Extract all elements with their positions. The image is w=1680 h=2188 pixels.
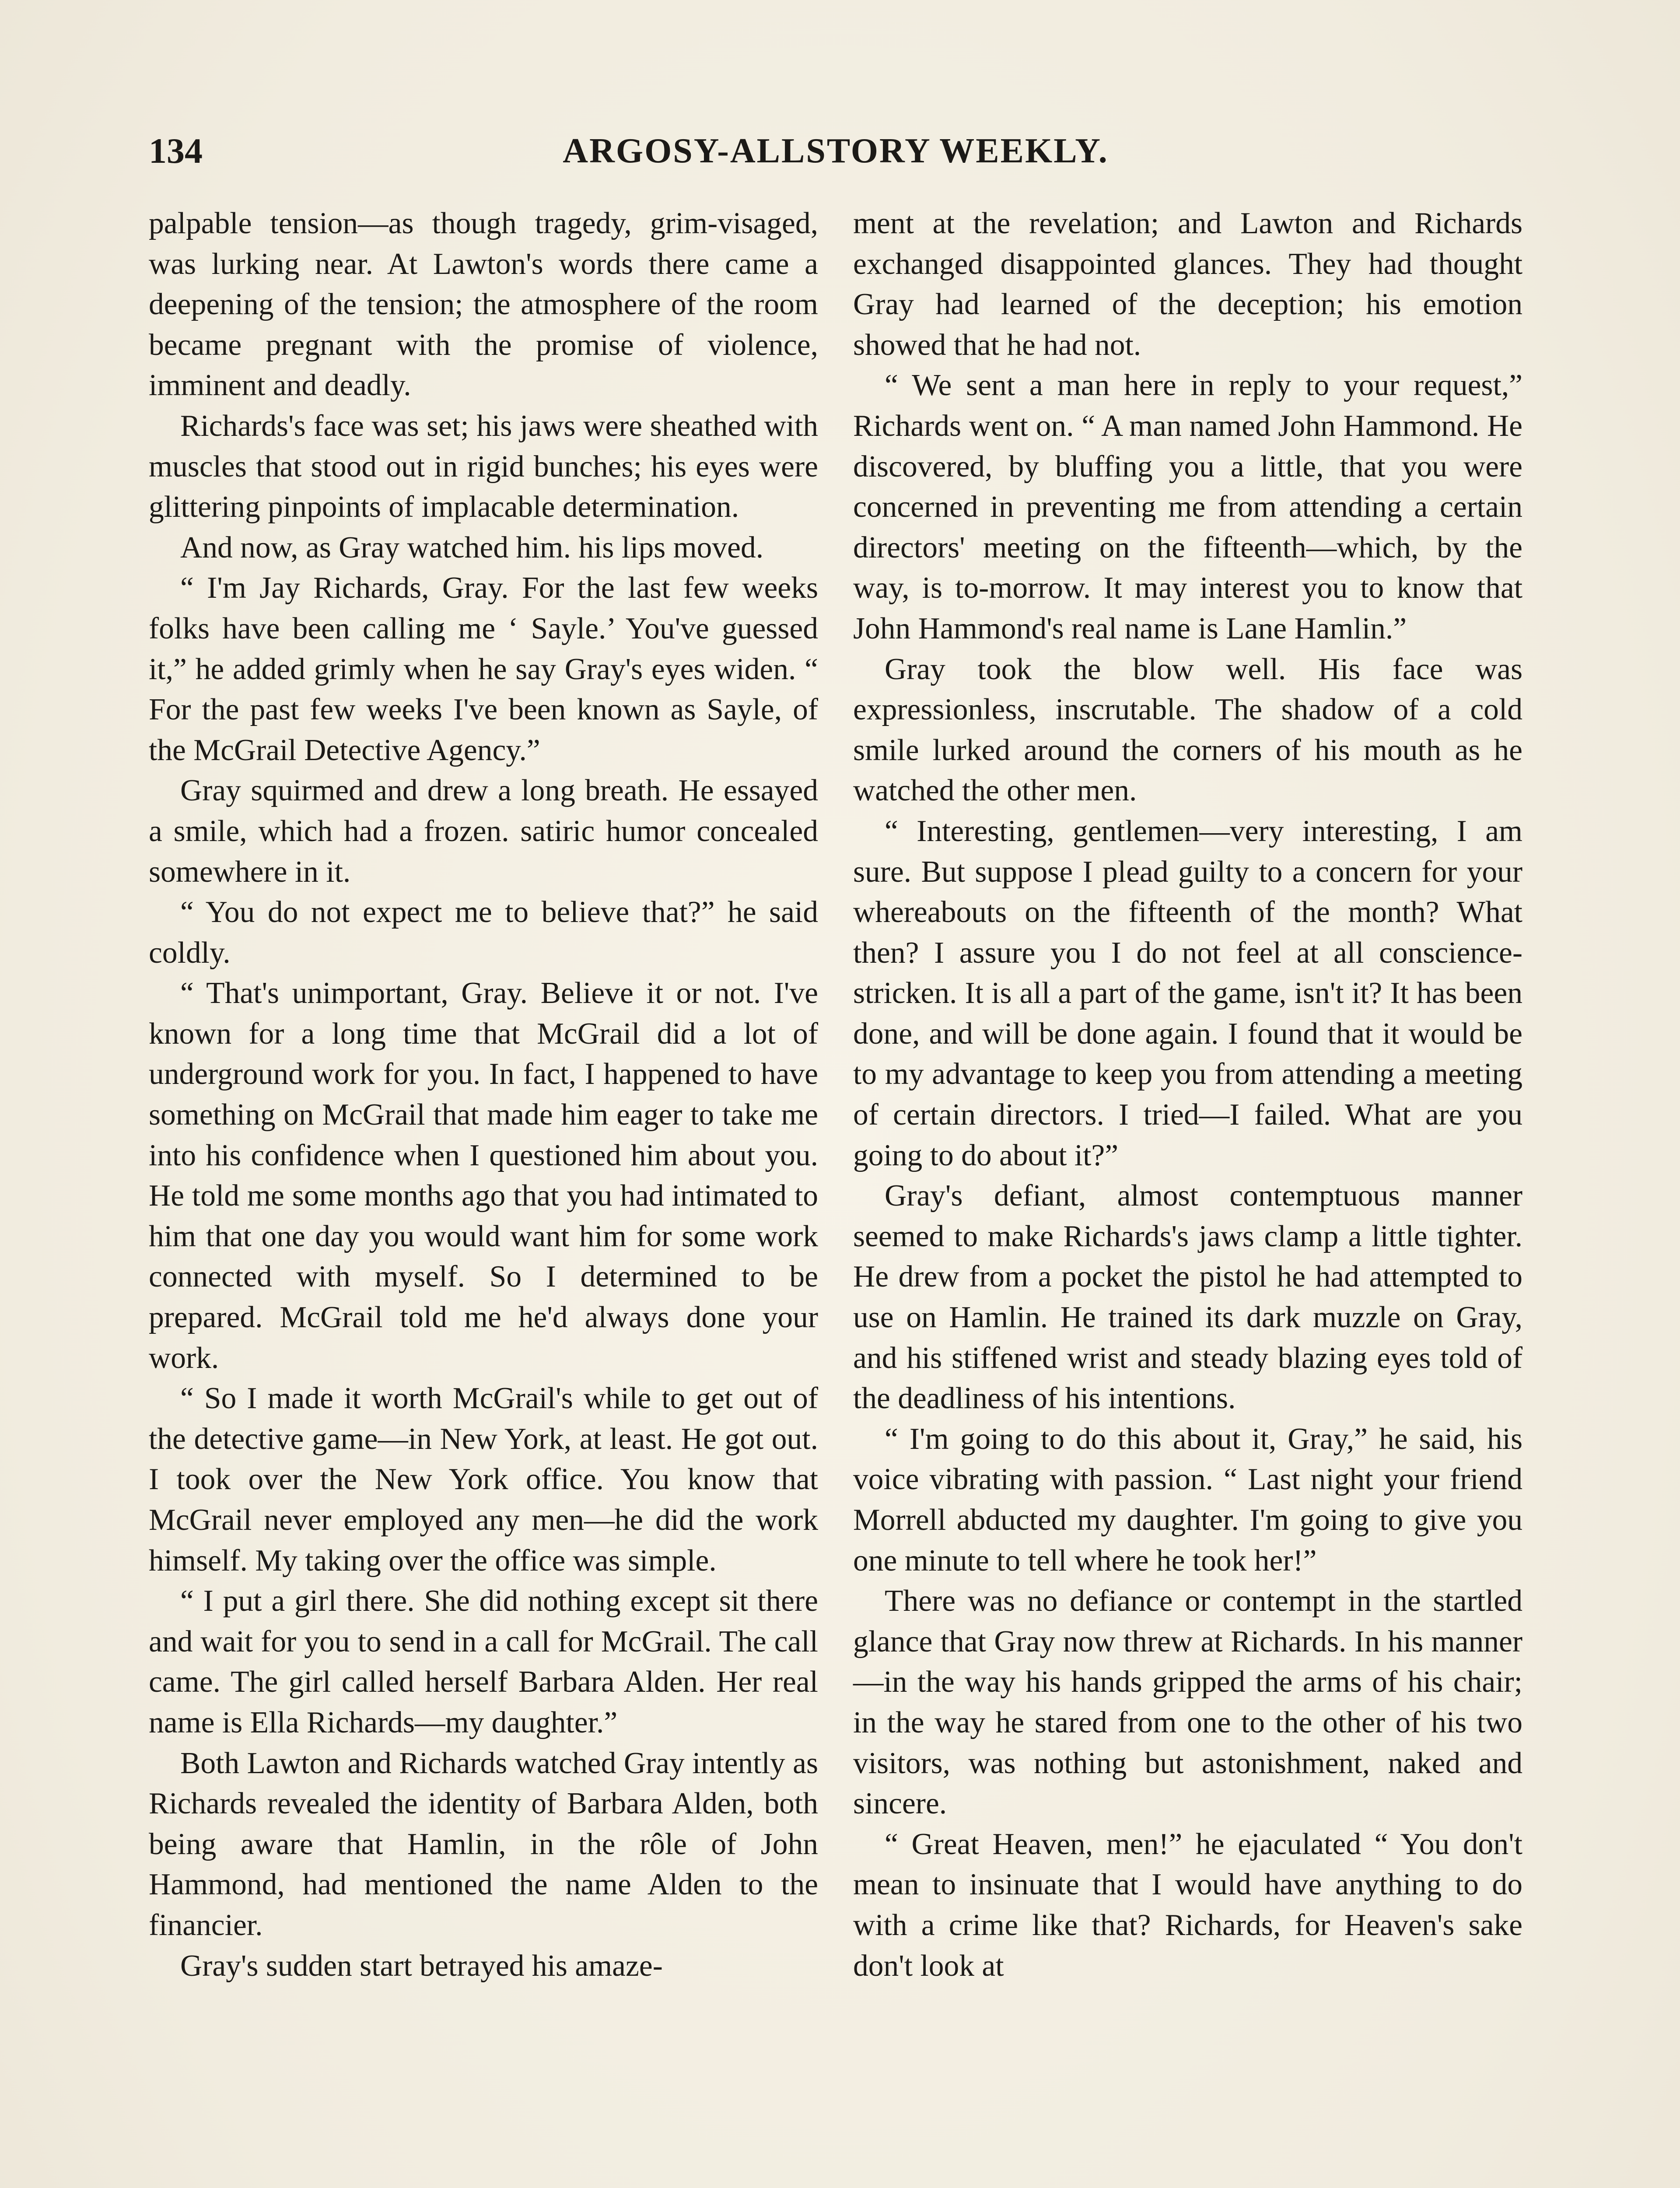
paragraph: Both Lawton and Richards watched Gray intently as Richards revealed the identity of Barbara Alden, both being aware that Hamlin, in the rôle of John Hammond, had mentioned the name Alden to the financier. <box>149 1746 818 1942</box>
paragraph: Gray took the blow well. His face was expressionless, inscrutable. The shadow of a cold smile lurked around the corners of his mouth as he watched the other men. <box>853 652 1522 808</box>
paragraph: There was no defiance or contempt in the startled glance that Gray now threw at Richards. In his manner—in the way his hands gripped the arms of his chair; in the way he stared from one to the other of his two visitors, was nothing but astonishment, naked and sincere. <box>853 1584 1522 1821</box>
paragraph: “ Great Heaven, men!” he ejaculated “ You don't mean to insinuate that I would have anything to do with a crime like that? Richards, for Heaven's sake don't look at <box>853 1827 1522 1983</box>
paragraph: “ You do not expect me to believe that?” he said coldly. <box>149 895 818 970</box>
page-header <box>149 125 1522 177</box>
paragraph: “ We sent a man here in reply to your request,” Richards went on. “ A man named John Hammond. He discovered, by bluffing you a little, that you were concerned in preventing me from attending a certain directors' meeting on the fifteenth—which, by the way, is to-morrow. It may interest you to know that John Hammond's real name is Lane Hamlin.” <box>853 368 1522 645</box>
paragraph: Gray's defiant, almost contemptuous manner seemed to make Richards's jaws clamp a little tighter. He drew from a pocket the pistol he had attempted to use on Hamlin. He trained its dark muzzle on Gray, and his stiffened wrist and steady blazing eyes told of the deadliness of his intentions. <box>853 1179 1522 1416</box>
paragraph: “ I put a girl there. She did nothing except sit there and wait for you to send in a call for McGrail. The call came. The girl called herself Barbara Alden. Her real name is Ella Richards—my daughter.” <box>149 1584 818 1739</box>
left-column <box>149 203 818 2188</box>
page-number: 134 <box>149 131 203 171</box>
paragraph: ment at the revelation; and Lawton and Richards exchanged disappointed glances. They had thought Gray had learned of the deception; his emotion showed that he had not. <box>853 207 1522 362</box>
paragraph: “ I'm going to do this about it, Gray,” he said, his voice vibrating with passion. “ Last night your friend Morrell abducted my daughter. I'm going to give you one minute to tell where he took her!” <box>853 1422 1522 1578</box>
paragraph: “ Interesting, gentlemen—very interesting, I am sure. But suppose I plead guilty to a concern for your whereabouts on the fifteenth of the month? What then? I assure you I do not feel at all conscience-stricken. It is all a part of the game, isn't it? It has been done, and will be done again. I found that it would be to my advantage to keep you from attending a meeting of certain directors. I tried—I failed. What are you going to do about it?” <box>853 814 1522 1172</box>
right-column <box>853 203 1522 2188</box>
paragraph: And now, as Gray watched him. his lips moved. <box>180 530 764 565</box>
paragraph: “ So I made it worth McGrail's while to get out of the detective game—in New York, at least. He got out. I took over the New York office. You know that McGrail never employed any men—he did the work himself. My taking over the office was simple. <box>149 1382 818 1578</box>
paragraph: Richards's face was set; his jaws were sheathed with muscles that stood out in rigid bunches; his eyes were glittering pinpoints of implacable determination. <box>149 409 818 524</box>
paragraph: “ That's unimportant, Gray. Believe it or not. I've known for a long time that McGrail did a lot of underground work for you. In fact, I happened to have something on McGrail that made him eager to take me into his confidence when I questioned him about you. He told me some months ago that you had intimated to him that one day you would want him for some work connected with myself. So I determined to be prepared. McGrail told me he'd always done your work. <box>149 976 818 1375</box>
running-head: ARGOSY-ALLSTORY WEEKLY. <box>563 132 1109 170</box>
paragraph: Gray's sudden start betrayed his amaze- <box>180 1949 663 1983</box>
paragraph: Gray squirmed and drew a long breath. He essayed a smile, which had a frozen. satiric humor concealed somewhere in it. <box>149 774 818 889</box>
paragraph: “ I'm Jay Richards, Gray. For the last few weeks folks have been calling me ‘ Sayle.’ You've guessed it,” he added grimly when he say Gray's eyes widen. “ For the past few weeks I've been known as Sayle, of the McGrail Detective Agency.” <box>149 571 818 767</box>
paragraph: palpable tension—as though tragedy, grim-visaged, was lurking near. At Lawton's words there came a deepening of the tension; the atmosphere of the room became pregnant with the promise of violence, imminent and deadly. <box>149 207 818 403</box>
